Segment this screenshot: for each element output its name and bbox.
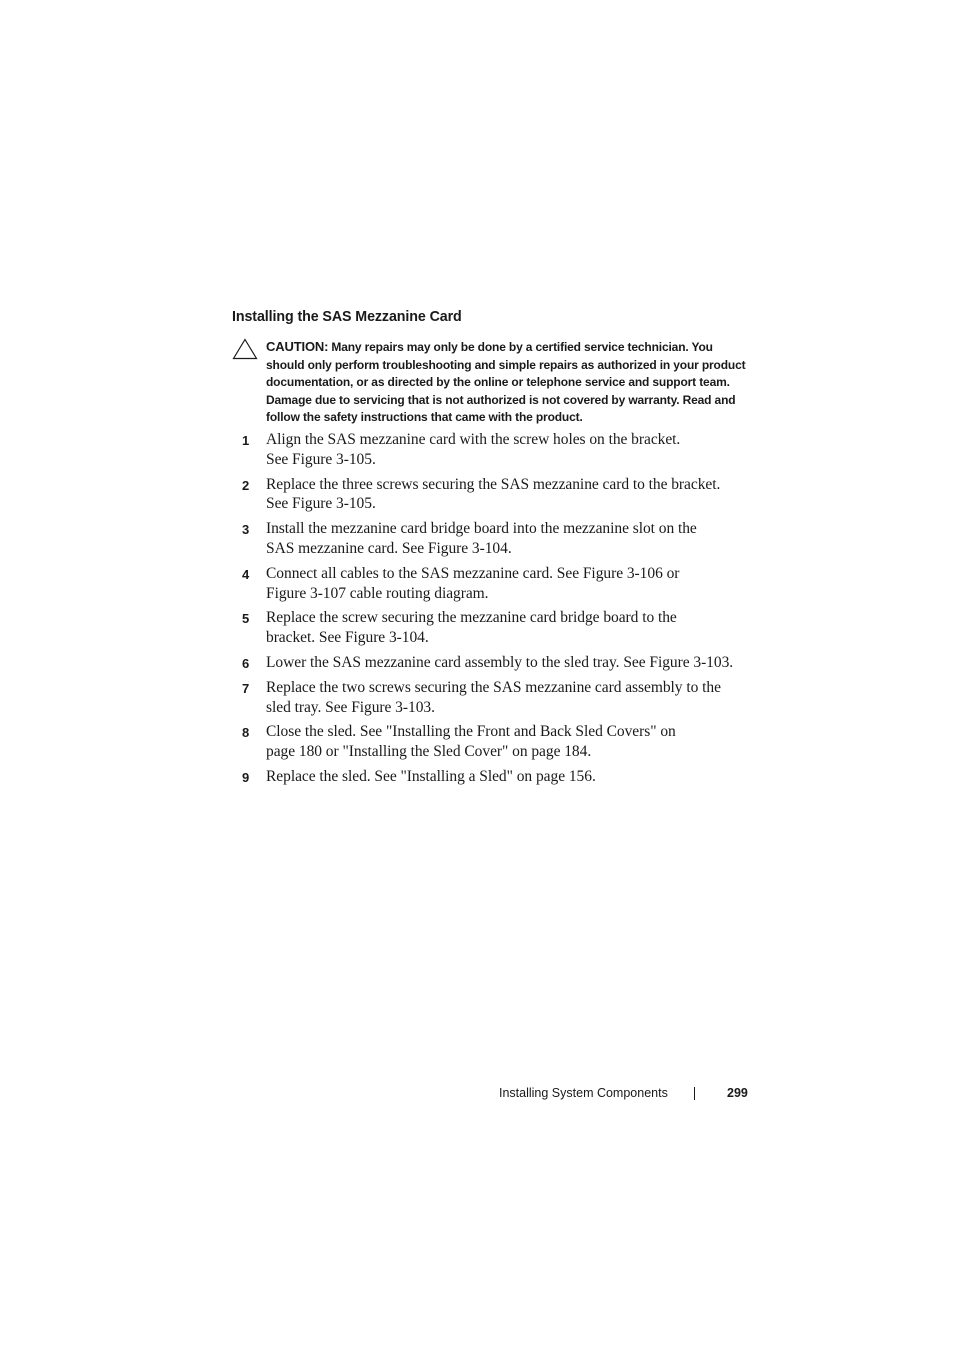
procedure-step xyxy=(232,564,762,604)
step-text xyxy=(266,608,762,648)
step-text-line: Replace the two screws securing the SAS mezzanine card assembly to the xyxy=(266,678,721,696)
step-number: 4 xyxy=(242,566,250,582)
step-text-line: See Figure 3-105. xyxy=(266,495,376,513)
caution-triangle-icon xyxy=(232,338,258,360)
footer-separator xyxy=(694,1087,695,1100)
procedure-step xyxy=(232,430,762,470)
step-text-line: Replace the screw securing the mezzanine card bridge board to the xyxy=(266,609,677,627)
step-text xyxy=(266,653,762,673)
step-text xyxy=(266,519,762,559)
procedure-step xyxy=(232,767,762,787)
step-text-line: Figure 3-107 cable routing diagram. xyxy=(266,584,489,602)
procedure-step xyxy=(232,608,762,648)
step-text-line: bracket. See Figure 3-104. xyxy=(266,629,429,647)
step-text-line: Install the mezzanine card bridge board into the mezzanine slot on the xyxy=(266,520,697,538)
step-text-line: Connect all cables to the SAS mezzanine card. See Figure 3-106 or xyxy=(266,564,680,582)
step-text-line: sled tray. See Figure 3-103. xyxy=(266,698,435,716)
step-number: 3 xyxy=(242,522,250,538)
step-text xyxy=(266,475,762,515)
procedure-step xyxy=(232,722,762,762)
procedure-step xyxy=(232,653,762,673)
step-text xyxy=(266,564,762,604)
caution-label: CAUTION: xyxy=(266,339,329,354)
step-text-line: Align the SAS mezzanine card with the screw holes on the bracket. xyxy=(266,431,681,448)
step-number: 2 xyxy=(242,477,250,493)
caution-text-block xyxy=(266,338,752,427)
step-text-line: See Figure 3-105. xyxy=(266,450,376,468)
page-footer xyxy=(499,1083,759,1103)
step-text xyxy=(266,767,762,787)
step-text-line: SAS mezzanine card. See Figure 3-104. xyxy=(266,539,512,557)
step-text-line: Lower the SAS mezzanine card assembly to the sled tray. See Figure 3-103. xyxy=(266,653,734,671)
procedure-steps xyxy=(232,430,762,792)
footer-chapter-title: Installing System Components xyxy=(499,1086,668,1100)
step-text-line: Close the sled. See "Installing the Front and Back Sled Covers" on xyxy=(266,723,676,741)
step-number: 7 xyxy=(242,680,250,696)
step-text xyxy=(266,430,762,470)
step-number: 9 xyxy=(242,769,250,785)
procedure-step xyxy=(232,519,762,559)
step-text-line: Replace the sled. See "Installing a Sled" on page 156. xyxy=(266,767,596,785)
step-number: 1 xyxy=(242,433,250,448)
section-heading: Installing the SAS Mezzanine Card xyxy=(232,308,462,325)
procedure-step xyxy=(232,475,762,515)
step-text-line: page 180 or "Installing the Sled Cover" on page 184. xyxy=(266,743,592,761)
step-number: 5 xyxy=(242,611,250,627)
procedure-step xyxy=(232,678,762,718)
page-number: 299 xyxy=(727,1086,748,1100)
step-number: 6 xyxy=(242,655,250,671)
step-text-line: Replace the three screws securing the SAS mezzanine card to the bracket. xyxy=(266,475,721,493)
step-number: 8 xyxy=(242,725,250,741)
step-text xyxy=(266,722,762,762)
caution-message: Many repairs may only be done by a certified service technician. You should only perform troubleshooting and simple repairs as authorized in your product documentation, or as directed by the online or telephone service and support team. Damage due to servicing that is not authorized is not covered by warranty. Read and follow the safety instructions that came with the product. xyxy=(266,340,746,425)
step-text xyxy=(266,678,762,718)
